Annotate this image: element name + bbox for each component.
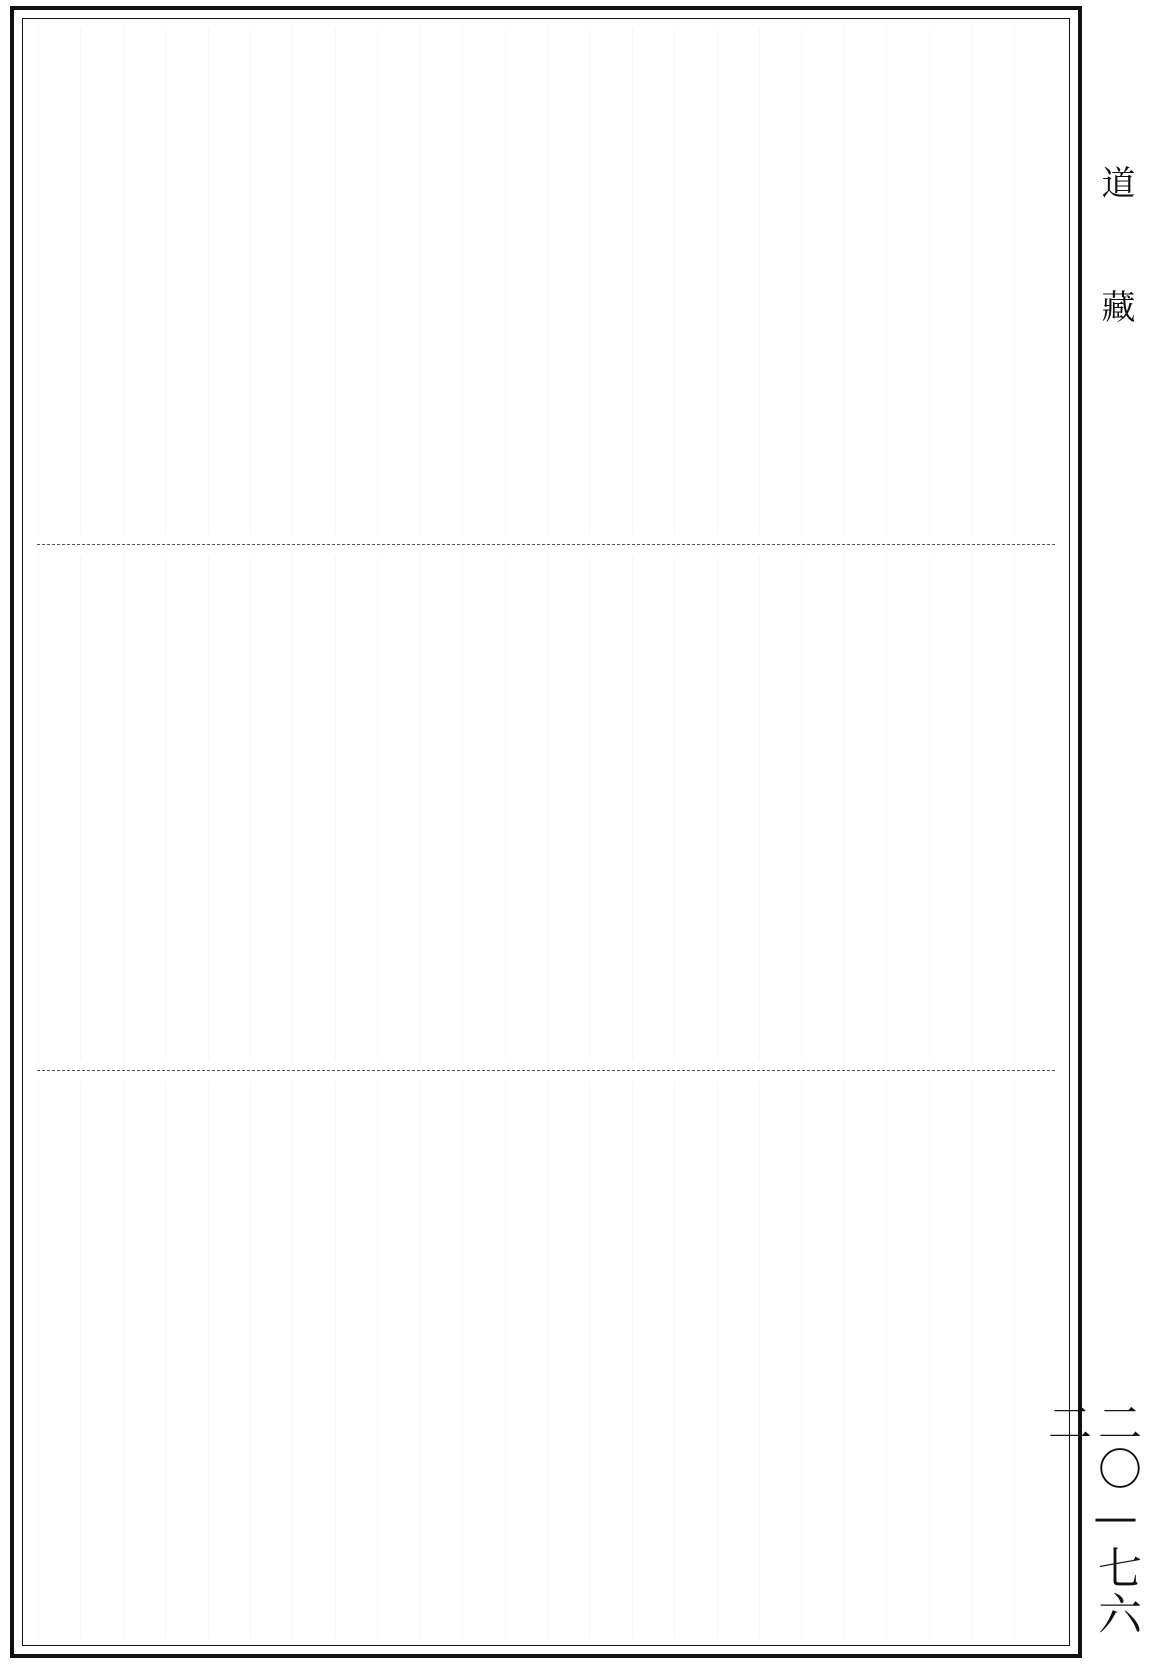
text-column	[801, 1083, 842, 1637]
text-column	[80, 29, 121, 533]
text-column	[80, 1083, 121, 1637]
text-column	[632, 29, 673, 533]
text-column	[844, 557, 885, 1059]
text-column	[292, 557, 333, 1059]
text-column	[929, 29, 970, 533]
text-column	[38, 1083, 79, 1637]
text-column	[420, 29, 461, 533]
text-column	[335, 29, 376, 533]
text-column	[886, 557, 927, 1059]
text-column	[208, 1083, 249, 1637]
register-bottom	[23, 1073, 1069, 1645]
text-column	[292, 29, 333, 533]
collection-title: 道藏	[1095, 165, 1135, 413]
text-column	[462, 29, 503, 533]
text-column	[717, 557, 758, 1059]
text-column	[462, 557, 503, 1059]
text-column	[929, 557, 970, 1059]
text-column	[589, 1083, 630, 1637]
text-column	[547, 557, 588, 1059]
text-column	[886, 1083, 927, 1637]
text-column	[377, 1083, 418, 1637]
text-column	[335, 557, 376, 1059]
text-column	[589, 557, 630, 1059]
text-column	[844, 29, 885, 533]
text-column	[208, 29, 249, 533]
text-column	[377, 557, 418, 1059]
text-column	[505, 557, 546, 1059]
text-column	[844, 1083, 885, 1637]
text-column	[250, 29, 291, 533]
text-column	[38, 557, 79, 1059]
text-column	[1014, 557, 1055, 1059]
register-divider	[37, 1070, 1055, 1071]
text-column	[123, 1083, 164, 1637]
text-column	[38, 29, 79, 533]
text-column	[420, 1083, 461, 1637]
text-column	[462, 1083, 503, 1637]
text-column	[971, 1083, 1012, 1637]
text-column	[80, 557, 121, 1059]
text-column	[420, 557, 461, 1059]
text-column	[505, 29, 546, 533]
text-column	[250, 557, 291, 1059]
page-number: 二〇—七六二	[1040, 1400, 1141, 1637]
register-top	[23, 19, 1069, 541]
text-column	[801, 557, 842, 1059]
text-column	[165, 29, 206, 533]
text-column	[632, 1083, 673, 1637]
text-column	[886, 29, 927, 533]
text-column	[632, 557, 673, 1059]
text-column	[292, 1083, 333, 1637]
text-column	[929, 1083, 970, 1637]
text-column	[589, 29, 630, 533]
text-column	[165, 557, 206, 1059]
text-column	[759, 29, 800, 533]
text-column	[1014, 1083, 1055, 1637]
text-column	[505, 1083, 546, 1637]
text-column	[717, 1083, 758, 1637]
text-column	[971, 557, 1012, 1059]
text-column	[250, 1083, 291, 1637]
text-column	[547, 29, 588, 533]
text-column	[208, 557, 249, 1059]
text-column	[674, 557, 715, 1059]
text-column	[377, 29, 418, 533]
text-column	[335, 1083, 376, 1637]
text-column	[759, 1083, 800, 1637]
register-middle	[23, 547, 1069, 1067]
text-block	[22, 18, 1070, 1646]
text-column	[759, 557, 800, 1059]
text-column	[165, 1083, 206, 1637]
text-column	[547, 1083, 588, 1637]
text-column	[801, 29, 842, 533]
text-column	[971, 29, 1012, 533]
text-column	[674, 29, 715, 533]
register-divider	[37, 544, 1055, 545]
text-column	[123, 29, 164, 533]
page-frame	[10, 6, 1082, 1658]
text-column	[674, 1083, 715, 1637]
text-column	[717, 29, 758, 533]
text-column	[123, 557, 164, 1059]
text-column	[1014, 29, 1055, 533]
